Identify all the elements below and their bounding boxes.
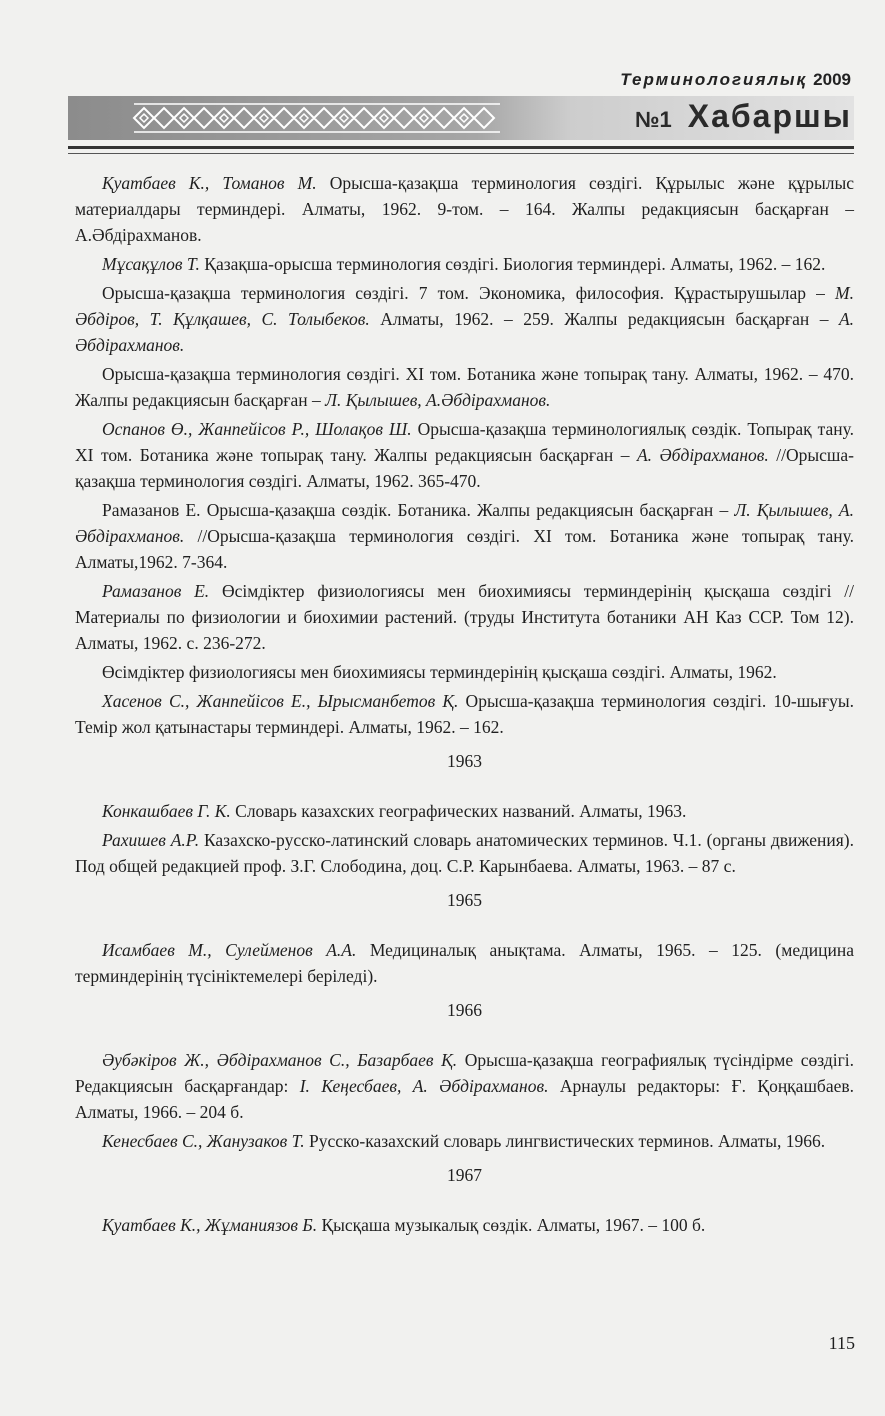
journal-title [635, 98, 852, 135]
ornament-decoration [130, 98, 510, 138]
bib-entry: Кенесбаев С., Жанузаков Т. Русско-казахский словарь лингвистических терминов. Алматы, 1966. [102, 1131, 826, 1151]
bib-entry: Орысша-қазақша терминология сөздігі. 7 том. Экономика, философия. Құрастырушылар – М. Әбдіров, Т. Құлқашев, С. Толыбеков. Алматы, 1962. – 259. Жалпы редакциясын басқарған – А. Әбдірахманов. [75, 283, 855, 355]
year-heading: 1963 [447, 751, 482, 771]
bib-entry: Рамазанов Е. Өсімдіктер физиологиясы мен биохимиясы терминдерінің қысқаша сөздігі //Материалы по физиологии и биохимии растений. (труды Института ботаники АН Каз ССР. Том 12). Алматы, 1962. с. 236-272. [75, 581, 854, 653]
issue-number: №1 [634, 107, 672, 132]
journal-title-text: Хабаршы [687, 98, 852, 134]
bibliography-list [75, 170, 854, 1241]
journal-year: 2009 [813, 70, 851, 89]
year-heading: 1965 [447, 890, 482, 910]
journal-name: Терминологиялық [620, 70, 808, 89]
header-band [68, 96, 854, 140]
bib-entry: Мұсақұлов Т. Қазақша-орысша терминология сөздігі. Биология терминдері. Алматы, 1962. – 162. [102, 254, 826, 274]
bib-entry: Орысша-қазақша терминология сөздігі. XI том. Ботаника және топырақ тану. Алматы, 1962. – 470. Жалпы редакциясын басқарған – Л. Қылышев, А.Әбдірахманов. [75, 364, 854, 410]
header-rule-thick [68, 146, 854, 149]
bib-entry: Конкашбаев Г. К. Словарь казахских географических названий. Алматы, 1963. [102, 801, 687, 821]
bib-entry: Рахишев А.Р. Казахско-русско-латинский словарь анатомических терминов. Ч.1. (органы движения). Под общей редакцией проф. З.Г. Слободина, доц. С.Р. Карынбаева. Алматы, 1963. – 87 с. [75, 830, 854, 876]
journal-header [620, 70, 851, 90]
bib-entry: Қуатбаев К., Томанов М. Орысша-қазақша терминология сөздігі. Құрылыс және құрылыс материалдары терминдері. Алматы, 1962. 9-том. – 164. Жалпы редакциясын басқарған – А.Әбдірахманов. [75, 173, 854, 245]
bib-entry: Рамазанов Е. Орысша-қазақша сөздік. Ботаника. Жалпы редакциясын басқарған – Л. Қылышев, А. Әбдірахманов. //Орысша-қазақша терминология сөздігі. XI том. Ботаника және топырақ тану. Алматы,1962. 7-364. [75, 500, 854, 572]
bib-entry: Оспанов Ө., Жанпейісов Р., Шолақов Ш. Орысша-қазақша терминологиялық сөздік. Топырақ тану. XI том. Ботаника және топырақ тану. Жалпы редакциясын басқарған – А. Әбдірахманов. //Орысша-қазақша терминология сөздігі. Алматы, 1962. 365-470. [75, 419, 854, 491]
bib-entry: Қуатбаев К., Жұманиязов Б. Қысқаша музыкалық сөздік. Алматы, 1967. – 100 б. [102, 1215, 706, 1235]
header-rule-thin [68, 153, 854, 154]
page-number: 115 [828, 1333, 855, 1353]
bib-entry: Өсімдіктер физиологиясы мен биохимиясы терминдерінің қысқаша сөздігі. Алматы, 1962. [102, 662, 777, 682]
bib-entry: Хасенов С., Жанпейісов Е., Ырысманбетов Қ. Орысша-қазақша терминология сөздігі. 10-шығуы. Темір жол қатынастары терминдері. Алматы, 1962. – 162. [75, 691, 854, 737]
bib-entry: Исамбаев М., Сулейменов А.А. Медициналық анықтама. Алматы, 1965. – 125. (медицина терминдерінің түсініктемелері беріледі). [75, 940, 854, 986]
bib-entry: Әубәкіров Ж., Әбдірахманов С., Базарбаев Қ. Орысша-қазақша географиялық түсіндірме сөздігі. Редакциясын басқарғандар: І. Кеңесбаев, А. Әбдірахманов. Арнаулы редакторы: Ғ. Қоңқашбаев. Алматы, 1966. – 204 б. [75, 1050, 855, 1122]
year-heading: 1966 [447, 1000, 482, 1020]
year-heading: 1967 [447, 1165, 482, 1185]
